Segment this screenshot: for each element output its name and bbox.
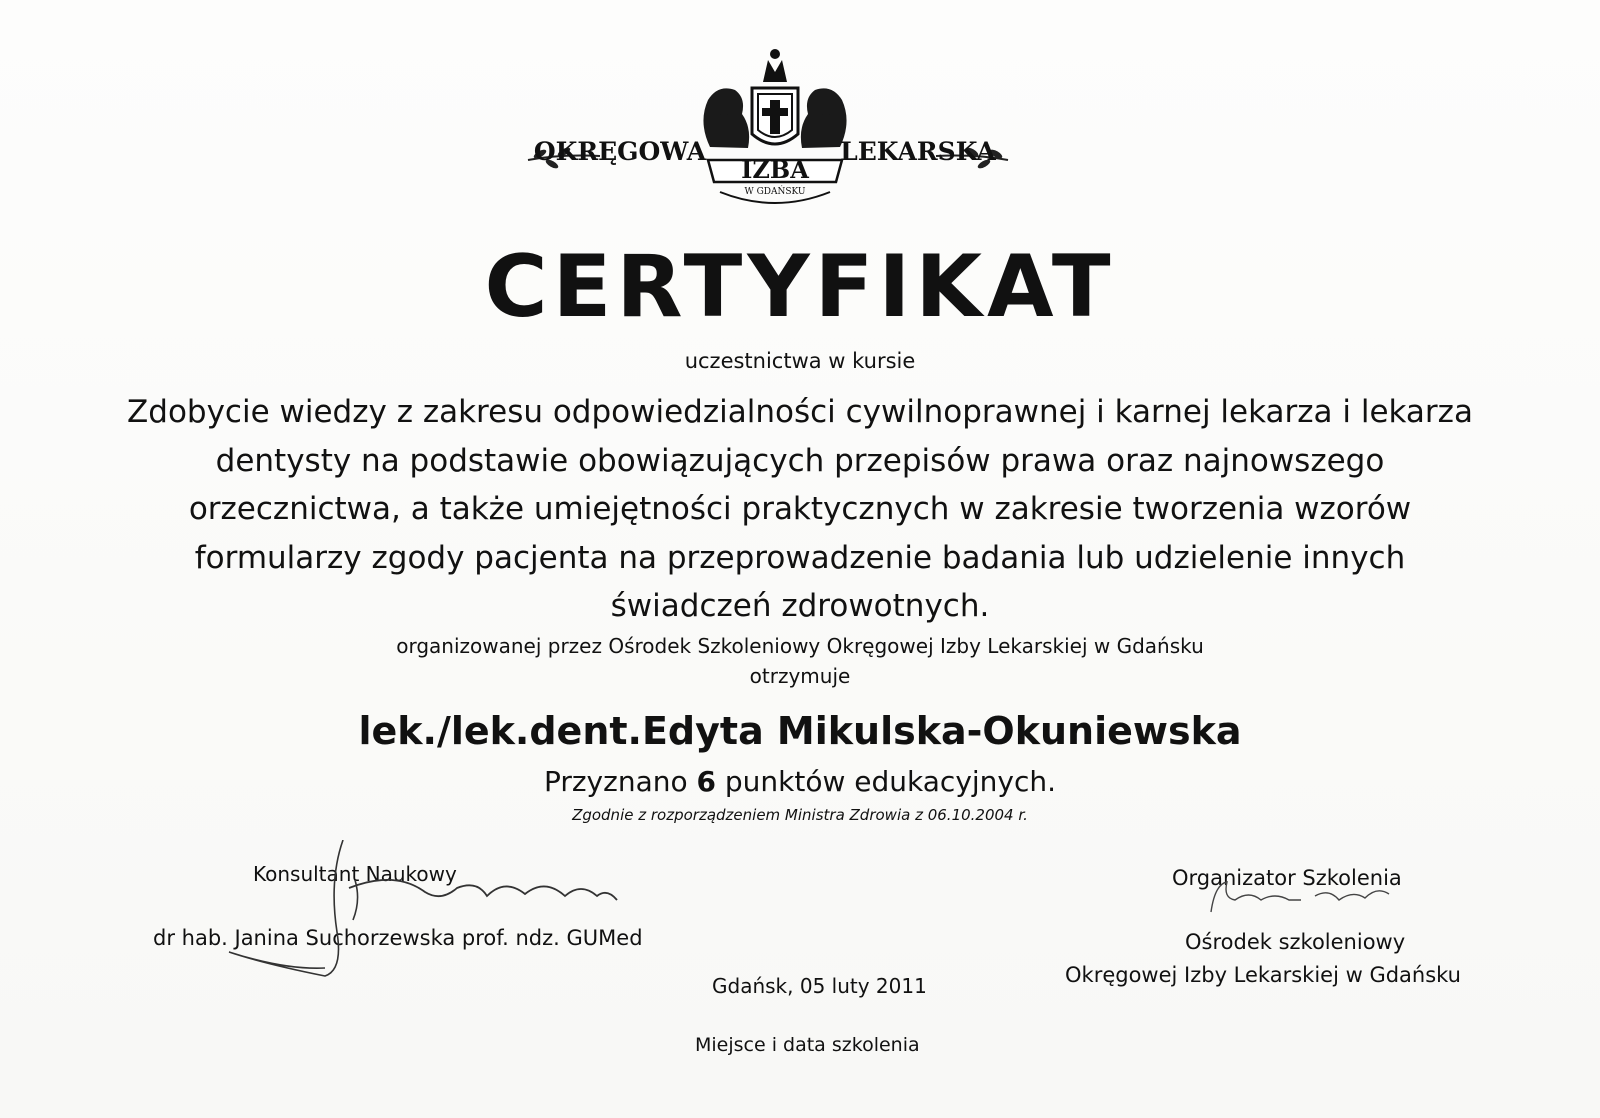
points-awarded xyxy=(0,762,1600,802)
emblem-center-sub: W GDAŃSKU xyxy=(744,187,806,197)
course-line: orzecznictwa, a także umiejętności praktycznych w zakresie tworzenia wzorów xyxy=(188,491,1412,527)
consultant-name: dr hab. Janina Suchorzewska prof. ndz. GUMed xyxy=(153,926,643,950)
legal-note: Zgodnie z rozporządzeniem Ministra Zdrowia z 06.10.2004 r. xyxy=(572,806,1028,824)
certificate-title: CERTYFIKAT xyxy=(484,237,1116,337)
emblem-right-word: LEKARSKA xyxy=(840,137,996,166)
course-line: świadczeń zdrowotnych. xyxy=(610,588,990,624)
place-date: Gdańsk, 05 luty 2011 xyxy=(712,974,927,998)
points-prefix: Przyznano xyxy=(543,765,697,798)
points-suffix: punktów edukacyjnych. xyxy=(716,765,1057,798)
emblem-center-word: IZBA xyxy=(741,155,809,184)
points-value: 6 xyxy=(696,765,716,798)
organized-by-text: organizowanej przez Ośrodek Szkoleniowy Okręgowej Izby Lekarskiej w Gdańsku xyxy=(396,634,1204,658)
consultant-label: Konsultant Naukowy xyxy=(253,862,457,886)
chamber-emblem-logo xyxy=(520,42,1030,212)
organizer-line2: Okręgowej Izby Lekarskiej w Gdańsku xyxy=(1065,963,1461,987)
emblem-left-word: OKRĘGOWA xyxy=(533,137,707,166)
course-line: Zdobycie wiedzy z zakresu odpowiedzialności cywilnoprawnej i karnej lekarza i lekarza xyxy=(127,394,1473,430)
receives-text: otrzymuje xyxy=(749,664,851,688)
organizer-line1: Ośrodek szkoleniowy xyxy=(1185,930,1406,954)
place-date-caption: Miejsce i data szkolenia xyxy=(695,1034,920,1056)
course-description xyxy=(60,388,1540,631)
course-line: dentysty na podstawie obowiązujących przepisów prawa oraz najnowszego xyxy=(215,442,1385,479)
course-line: formularzy zgody pacjenta na przeprowadzenie badania lub udzielenie innych xyxy=(194,539,1406,576)
certificate-subtitle: uczestnictwa w kursie xyxy=(684,349,916,373)
recipient-name: lek./lek.dent.Edyta Mikulska-Okuniewska xyxy=(358,709,1242,753)
organizer-label: Organizator Szkolenia xyxy=(1172,866,1402,890)
